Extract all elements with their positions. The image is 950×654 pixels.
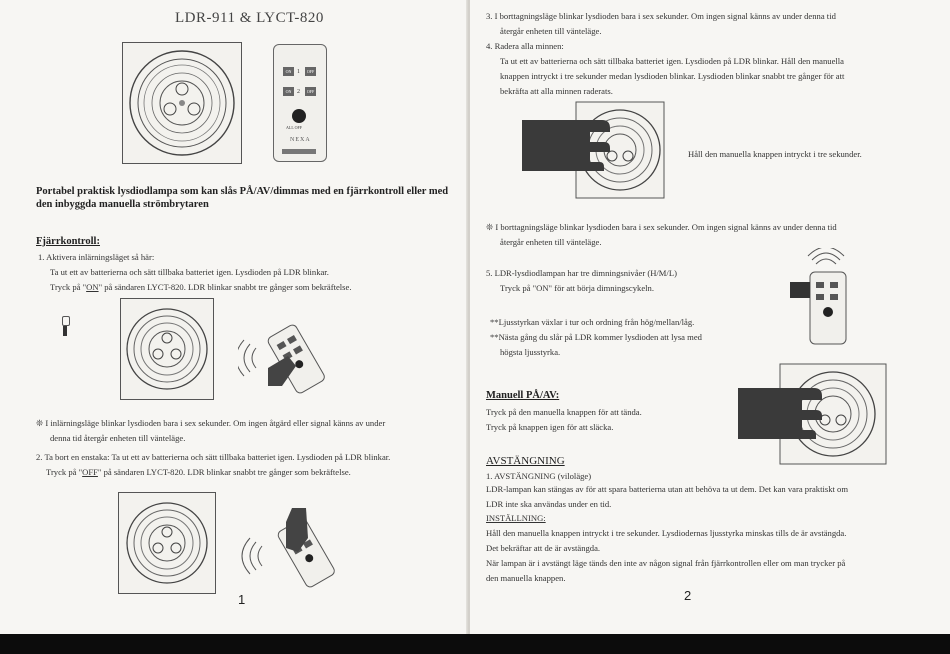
step1-line2: Tryck på "ON" på sändaren LYCT-820. LDR blinkar snabbt tre gånger som bekräftelse. <box>50 282 352 292</box>
remote-channel-1-label: 1 <box>297 69 300 75</box>
remote-on2-button: ON <box>283 87 294 96</box>
item5-line1: 5. LDR-lysdiodlampan har tre dimningsnivåer (H/M/L) <box>486 268 677 278</box>
item4-line2: knappen intryckt i tre sekunder medan lysdioden blinkar. Lysdioden blinkar snabbt tre gånger för att <box>500 71 845 81</box>
step2-line1: 2. Ta bort en enstaka: Ta ut ett av batterierna och sätt tillbaka batteriet igen. Lysdioden på LDR blinkar. <box>36 452 391 462</box>
dim-note2: **Nästa gång du slår på LDR kommer lysdioden att lysa med <box>490 332 702 342</box>
shutdown-sub: 1. AVSTÄNGNING (viloläge) <box>486 471 592 481</box>
setting-line4: den manuella knappen. <box>486 573 566 583</box>
item4-line3: bekräfta att alla minnen raderats. <box>500 86 613 96</box>
manual-line1: Tryck på den manuella knappen för att tända. <box>486 407 642 417</box>
manual-line2: Tryck på knappen igen för att släcka. <box>486 422 614 432</box>
remote-off2-button: OFF <box>306 89 315 94</box>
intro-text: Portabel praktisk lysdiodlampa som kan slås PÅ/AV/dimmas med en fjärrkontroll eller med den inbyggda manuella strömbrytaren <box>36 186 449 210</box>
hold-caption: Håll den manuella knappen intryckt i tre sekunder. <box>688 149 862 159</box>
step2-line2: Tryck på "OFF" på sändaren LYCT-820. LDR blinkar snabbt tre gånger som bekräftelse. <box>46 467 351 477</box>
hand-pressing-remote-off-illustration <box>240 506 350 590</box>
remote-brand-logo: NEXA <box>290 137 311 143</box>
setting-line1: Håll den manuella knappen intryckt i tre sekunder. Lysdiodernas ljusstyrka minskas tills de är avstängda. <box>486 528 847 538</box>
battery-icon <box>63 326 67 336</box>
shutdown-heading: AVSTÄNGNING <box>486 455 565 467</box>
remote-channel-2-label: 2 <box>297 89 300 95</box>
note1-line2: denna tid återgår enheten till vänteläge. <box>50 433 186 443</box>
remote-brand-strip <box>282 149 316 154</box>
item3-line2: återgår enheten till vänteläge. <box>500 26 602 36</box>
step1-title: 1. Aktivera inlärningsläget så här: <box>38 252 155 262</box>
shutdown-line2: LDR inte ska användas under en tid. <box>486 499 612 509</box>
item3-line1: 3. I borttagningsläge blinkar lysdioden bara i sex sekunder. Om ingen signal känns av under denna tid <box>486 11 836 21</box>
hand-pressing-remote-illustration <box>238 318 338 398</box>
remote-all-off-button <box>292 109 306 123</box>
page-number-right: 2 <box>684 588 692 603</box>
remote-control-illustration <box>273 44 327 162</box>
hand-pressing-lamp-illustration <box>738 362 888 466</box>
setting-line2: Det bekräftar att de är avstängda. <box>486 543 601 553</box>
lamp-illustration <box>122 42 242 164</box>
remote-all-off-label: ALL OFF <box>286 125 302 130</box>
setting-line3: När lampan är i avstängt läge tänds den inte av någon signal från fjärrkontrollen eller om man trycker på <box>486 558 846 568</box>
led-icon <box>62 316 70 326</box>
dim-note1: **Ljusstyrkan växlar i tur och ordning från hög/mellan/låg. <box>490 317 695 327</box>
note2-line1: ❊ I borttagningsläge blinkar lysdioden bara i sex sekunder. Om ingen signal känns av under denna tid <box>486 222 837 232</box>
shutdown-line1: LDR-lampan kan stängas av för att spara batterierna utan att behöva ta ut dem. Det kan vara praktiskt om <box>486 484 849 494</box>
left-page <box>0 0 468 634</box>
remote-on1-button: ON <box>283 67 294 76</box>
dim-note3: högsta ljusstyrka. <box>500 347 561 357</box>
hand-holding-manual-button-illustration <box>522 100 666 200</box>
setting-heading: INSTÄLLNING: <box>486 513 546 523</box>
lamp-illustration-2 <box>120 298 214 400</box>
page-number-left: 1 <box>238 592 246 607</box>
note1-line1: ❊ I inlärningsläge blinkar lysdioden bara i sex sekunder. Om ingen åtgärd eller signal känns av under <box>36 418 386 428</box>
note2-line2: återgår enheten till vänteläge. <box>500 237 602 247</box>
right-page <box>470 0 950 634</box>
lamp-illustration-3 <box>118 492 216 594</box>
scan-edge-band <box>0 634 950 654</box>
page-title: LDR-911 & LYCT-820 <box>175 10 324 26</box>
remote-with-hand-illustration <box>788 248 850 346</box>
manual-heading: Manuell PÅ/AV: <box>486 390 560 401</box>
item4-line1: Ta ut ett av batterierna och sätt tillbaka batteriet igen. Lysdioden på LDR blinkar. Håll den manuella <box>500 56 844 66</box>
remote-off1-button: OFF <box>306 69 315 74</box>
item4-title: 4. Radera alla minnen: <box>486 41 564 51</box>
step1-line1: Ta ut ett av batterierna och sätt tillbaka batteriet igen. Lysdioden på LDR blinkar. <box>50 267 329 277</box>
section-heading-remote: Fjärrkontroll: <box>36 236 100 247</box>
item5-line2: Tryck på "ON" för att börja dimningscykeln. <box>500 283 654 293</box>
